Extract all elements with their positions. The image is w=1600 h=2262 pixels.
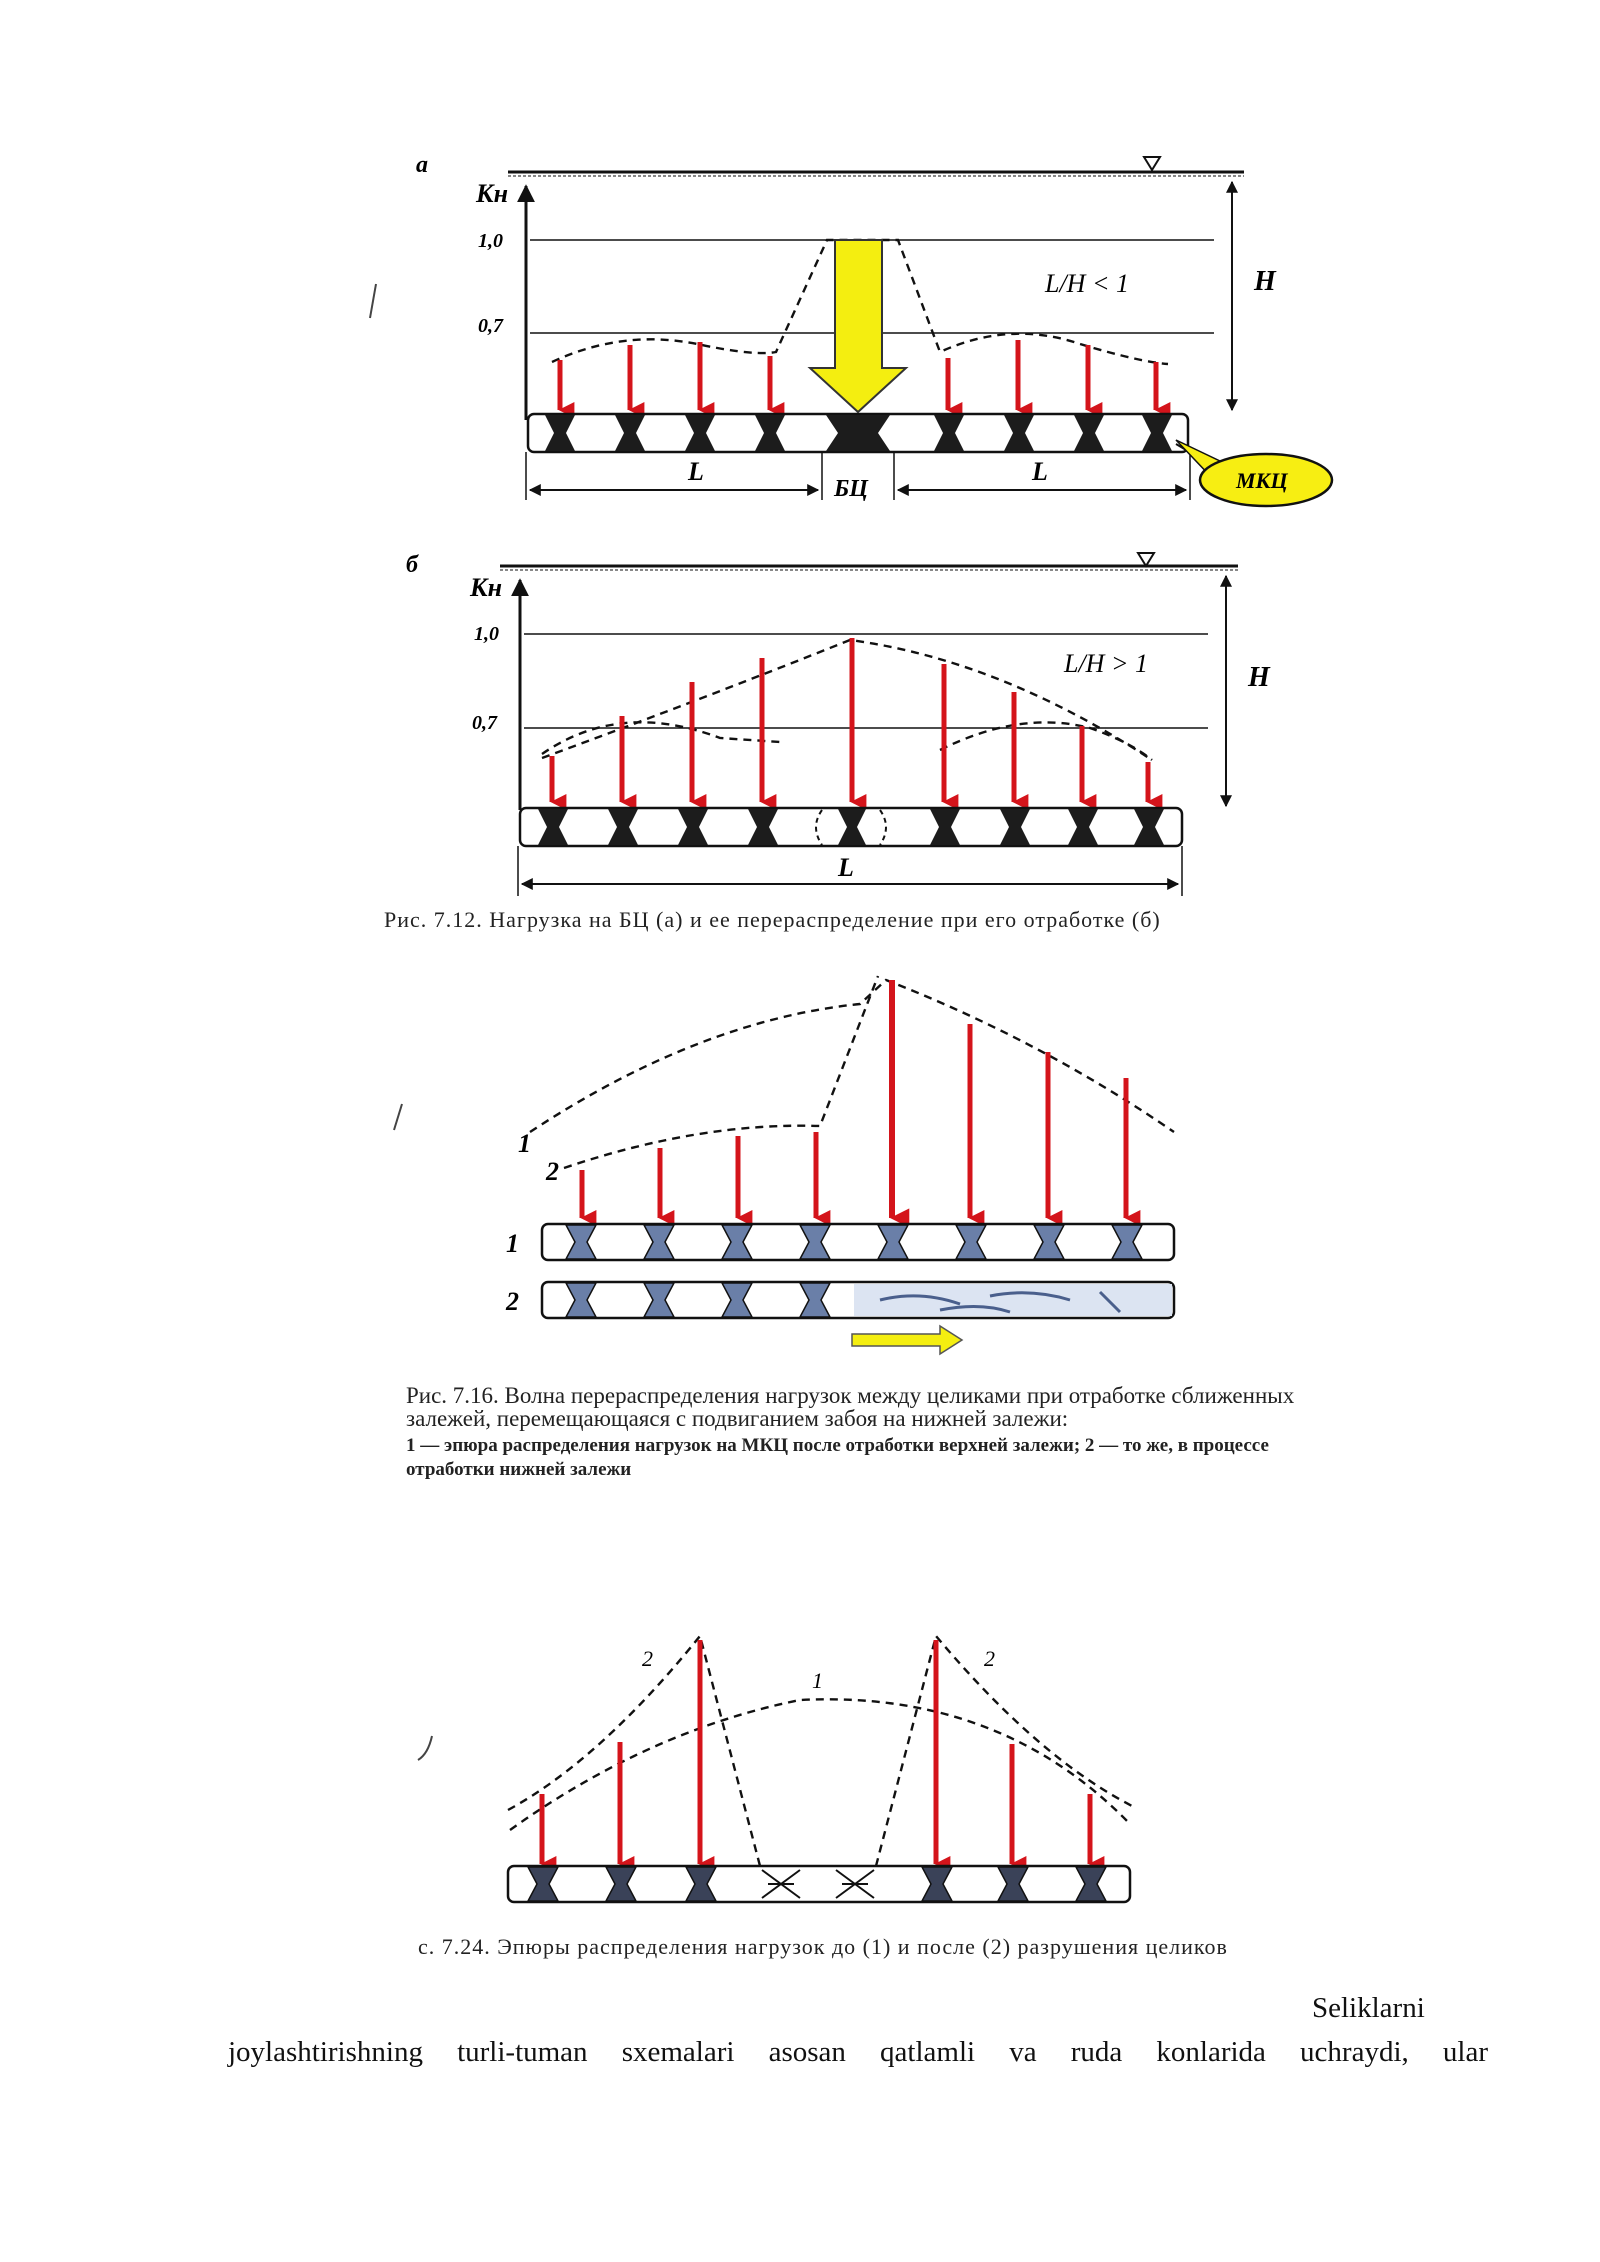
curve-2-716 (564, 976, 878, 1168)
figure-a (416, 152, 1332, 506)
body-text-line-1: Seliklarni (1312, 1992, 1425, 2024)
curve-1-716 (530, 980, 1174, 1132)
load-arrows-716 (582, 980, 1126, 1218)
curve-2-724-left (508, 1636, 760, 1866)
center-pillar-label: БЦ (834, 476, 868, 502)
seam-1-716 (542, 1224, 1174, 1260)
span-label-b: L (838, 853, 854, 882)
curve-1-label-716: 1 (518, 1129, 531, 1158)
center-load-arrow (810, 240, 906, 412)
caption-fig-7-12: Рис. 7.12. Нагрузка на БЦ (а) и ее перераспределение при его отработке (б) (384, 907, 1161, 932)
caption-fig-7-16-notes: 1 — эпюра распределения нагрузок на МКЦ после отработки верхней залежи; 2 — то же, в процессе отработки нижней залежи (406, 1435, 1269, 1480)
caption-fig-7-16 (406, 1384, 1304, 1482)
mined-out-zone (854, 1284, 1172, 1316)
figure-716 (505, 976, 1174, 1354)
figure-a-label: а (416, 152, 428, 178)
span-left-label-a: L (688, 457, 704, 486)
caption-fig-7-16-main: Рис. 7.16. Волна перераспределения нагрузок между целиками при отработке сближенных залежей, перемещающаяся с подвиганием забоя на нижней залежи: (406, 1383, 1295, 1431)
surface-marker-a (1144, 157, 1160, 170)
curve-2-left-label-724: 2 (642, 1646, 653, 1671)
tick-07-a: 0,7 (478, 315, 503, 337)
layer-2-label: 2 (506, 1287, 519, 1316)
curve-1-724 (510, 1699, 1130, 1830)
layer-1-label: 1 (506, 1229, 519, 1258)
axis-label-a: Кн (476, 179, 509, 208)
load-arrows-b (552, 638, 1148, 802)
seam-724 (508, 1866, 1130, 1902)
callout-label: МКЦ (1236, 468, 1288, 493)
curve-2-label-716: 2 (546, 1157, 559, 1186)
tick-10-a: 1,0 (478, 230, 503, 252)
curve-2-right-label-724: 2 (984, 1646, 995, 1671)
height-label-a: H (1254, 266, 1276, 297)
tick-10-b: 1,0 (474, 623, 499, 645)
surface-marker-b (1138, 553, 1154, 566)
span-right-label-a: L (1032, 457, 1048, 486)
tick-07-b: 0,7 (472, 712, 497, 734)
figure-b-label: б (406, 552, 418, 578)
advance-direction-arrow (852, 1326, 962, 1354)
ratio-label-b: L/H > 1 (1064, 649, 1149, 678)
caption-fig-7-24: с. 7.24. Эпюры распределения нагрузок до (1) и после (2) разрушения целиков (418, 1934, 1228, 1959)
figure-b (406, 552, 1271, 896)
ratio-label-a: L/H < 1 (1045, 269, 1130, 298)
curve-2-724-right (876, 1636, 1136, 1866)
load-curve-b-outer (542, 640, 1152, 760)
figure-724 (508, 1636, 1136, 1902)
axis-label-b: Кн (470, 573, 503, 602)
body-text-line-2: joylashtirishning turli-tuman sxemalari asosan qatlamli va ruda konlarida uchraydi, ular (228, 2036, 1488, 2068)
curve-1-label-724: 1 (812, 1668, 823, 1693)
height-label-b: H (1248, 662, 1270, 693)
